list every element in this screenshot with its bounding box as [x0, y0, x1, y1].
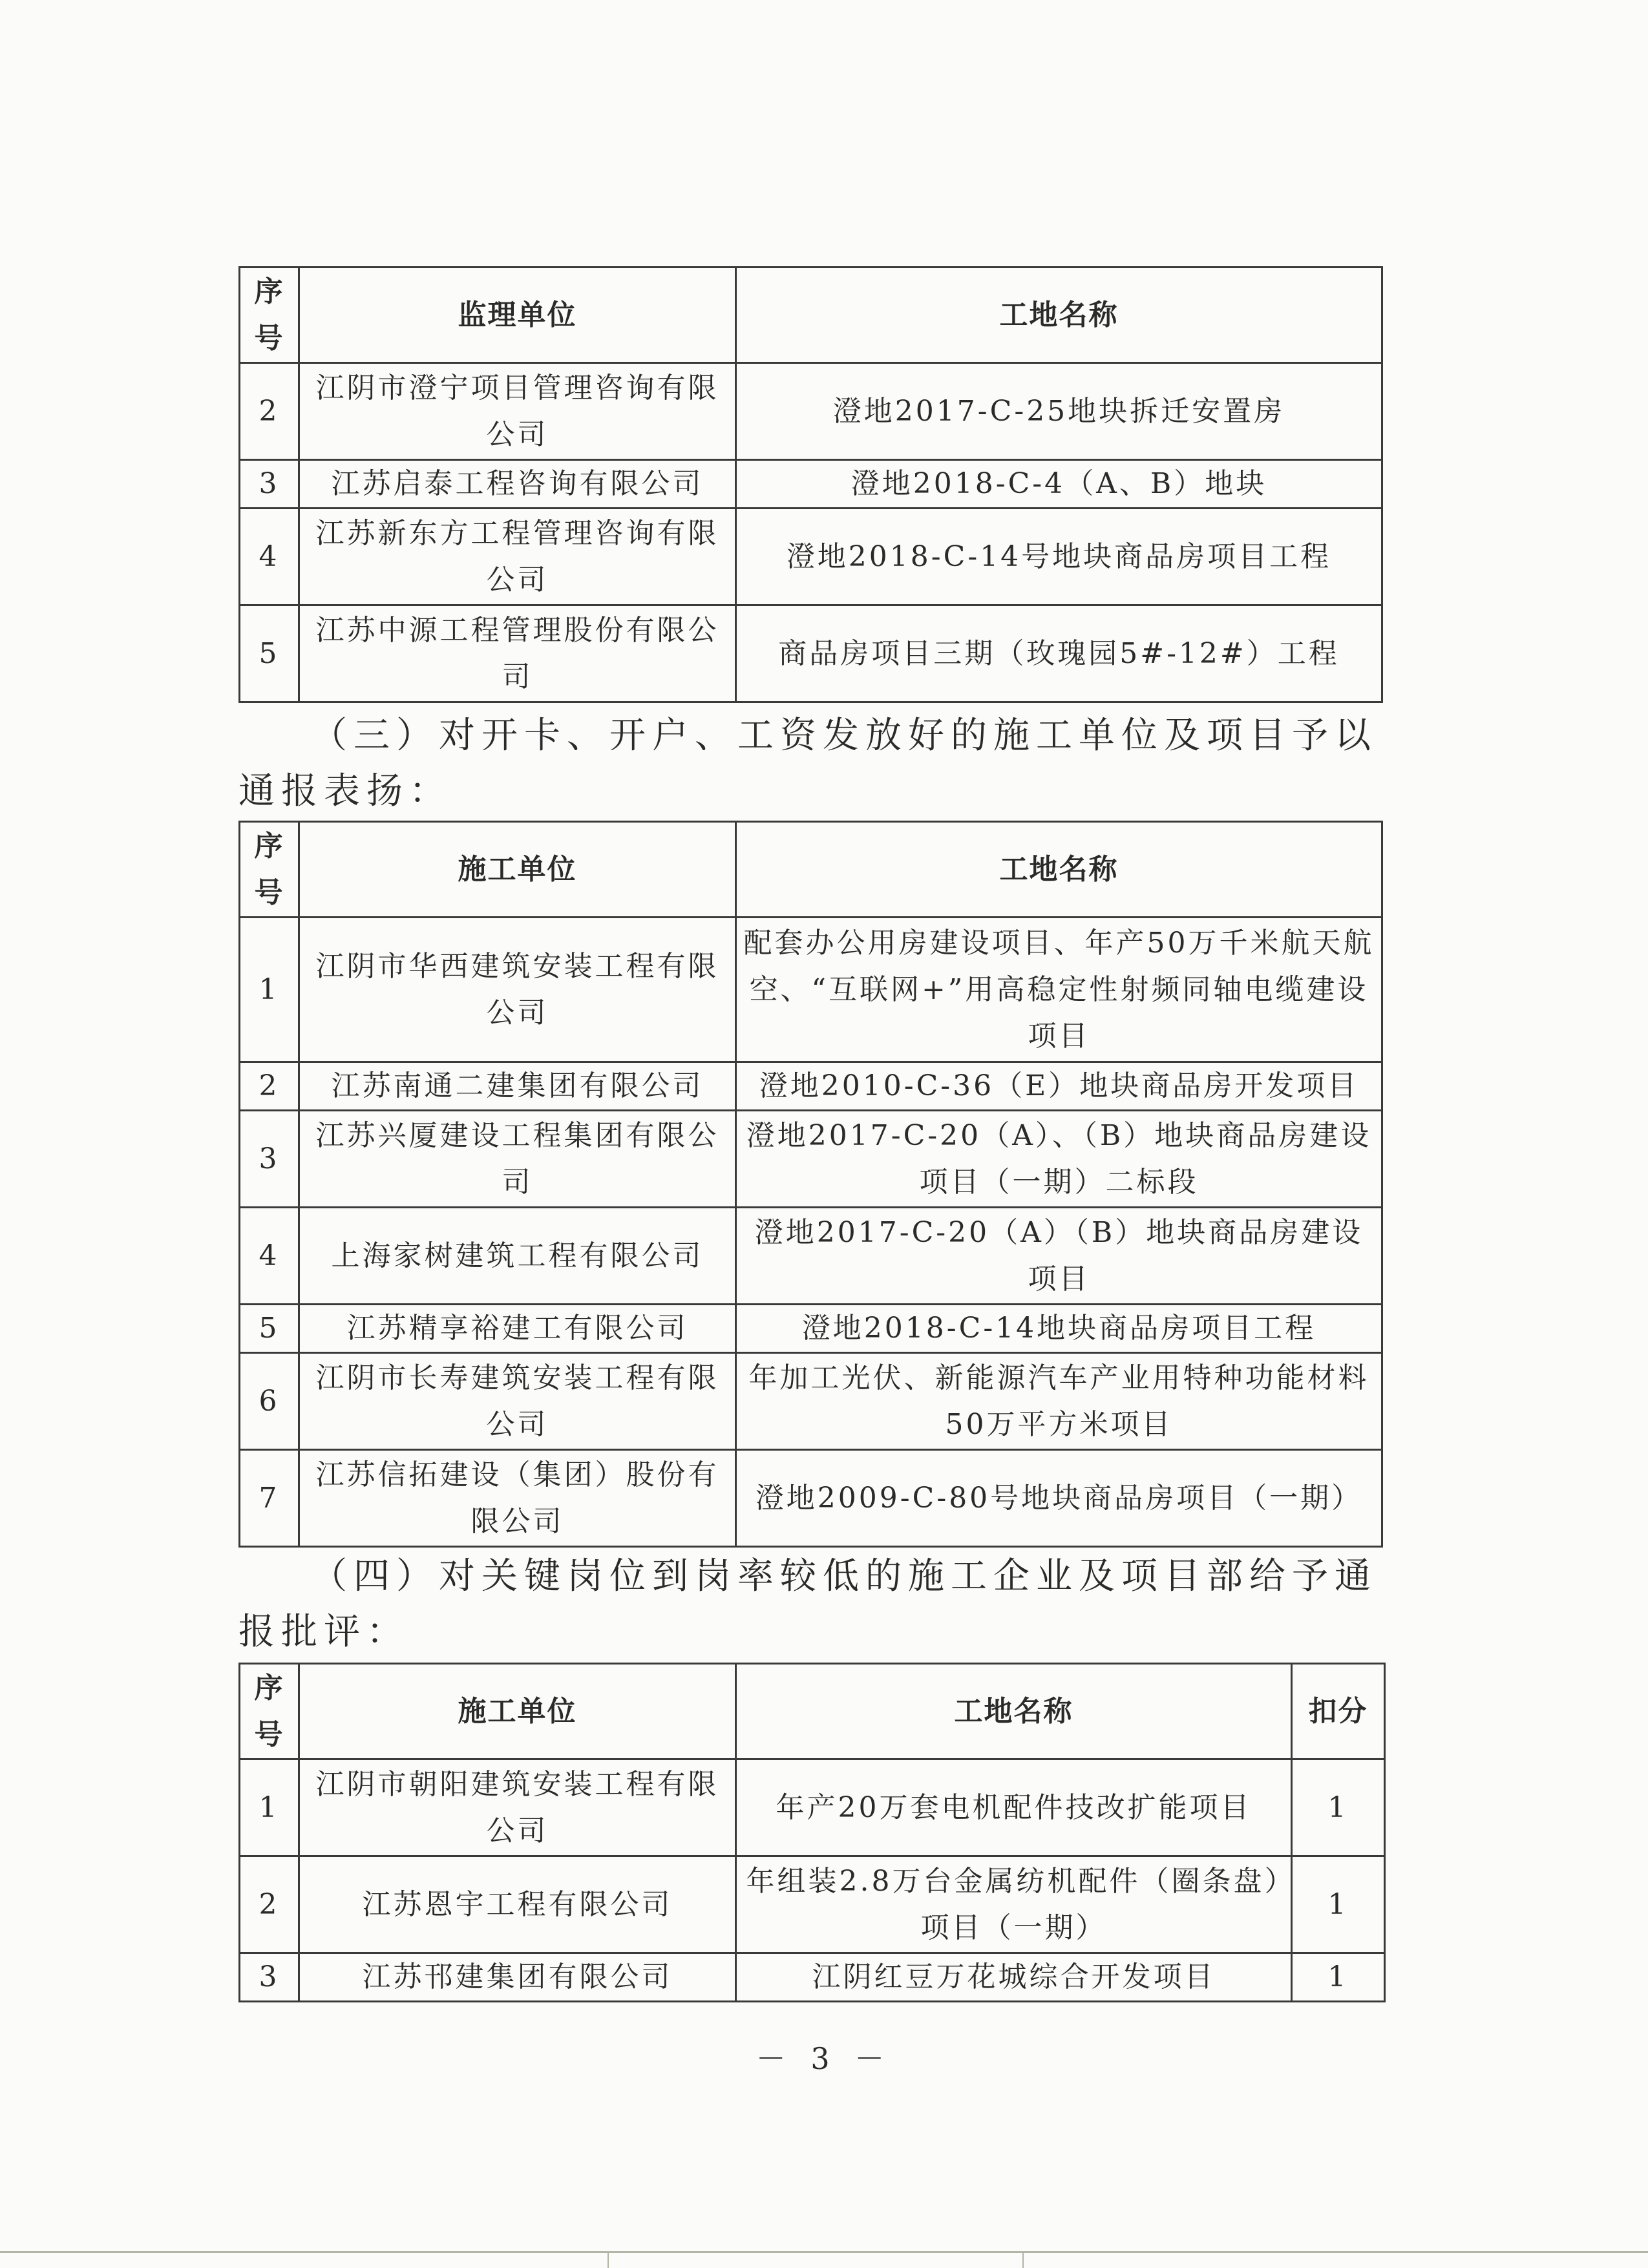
table-row — [240, 605, 1382, 702]
row-site: 年产20万套电机配件技改扩能项目 — [736, 1759, 1292, 1856]
col-header-no: 序号 — [240, 268, 299, 363]
criticism-table — [238, 1663, 1386, 2002]
col-header-unit: 施工单位 — [299, 1664, 736, 1759]
row-unit: 江苏中源工程管理股份有限公司 — [299, 605, 736, 702]
row-unit: 江阴市华西建筑安装工程有限公司 — [299, 918, 736, 1062]
row-no: 5 — [240, 1305, 299, 1353]
section-3-paragraph: （三）对开卡、开户、工资发放好的施工单位及项目予以通报表扬： — [238, 715, 1377, 812]
row-site: 澄地2009-C-80号地块商品房项目（一期） — [736, 1450, 1382, 1547]
praise-table — [238, 821, 1383, 1548]
table-row — [240, 1305, 1382, 1353]
table-row — [240, 1111, 1382, 1208]
col-header-site: 工地名称 — [736, 268, 1382, 363]
col-header-unit: 施工单位 — [299, 822, 736, 918]
table-row — [240, 1450, 1382, 1547]
col-header-unit: 监理单位 — [299, 268, 736, 363]
table-row — [240, 1759, 1385, 1856]
row-no: 3 — [240, 1953, 299, 2002]
scan-edge-tick — [1022, 2252, 1024, 2268]
row-score: 1 — [1292, 1759, 1385, 1856]
table-header-row — [240, 822, 1382, 918]
row-site: 年组装2.8万台金属纺机配件（圈条盘）项目（一期） — [736, 1856, 1292, 1953]
page-number: － 3 － — [755, 2041, 893, 2076]
row-unit: 江苏新东方工程管理咨询有限公司 — [299, 509, 736, 605]
section-4-paragraph: （四）对关键岗位到岗率较低的施工企业及项目部给予通报批评： — [238, 1555, 1377, 1653]
col-header-site: 工地名称 — [736, 1664, 1292, 1759]
table-header-row — [240, 1664, 1385, 1759]
col-header-score: 扣分 — [1292, 1664, 1385, 1759]
row-unit: 江苏信拓建设（集团）股份有限公司 — [299, 1450, 736, 1547]
col-header-no: 序号 — [240, 1664, 299, 1759]
table-header-row — [240, 268, 1382, 363]
row-unit: 江阴市长寿建筑安装工程有限公司 — [299, 1353, 736, 1450]
row-site: 澄地2018-C-4（A、B）地块 — [736, 460, 1382, 509]
row-no: 2 — [240, 1062, 299, 1111]
row-unit: 江苏精享裕建工有限公司 — [299, 1305, 736, 1353]
col-header-no: 序号 — [240, 822, 299, 918]
row-site: 澄地2017-C-20（A）（B）地块商品房建设项目 — [736, 1208, 1382, 1305]
table-row — [240, 509, 1382, 605]
table-row — [240, 1353, 1382, 1450]
row-site: 澄地2018-C-14号地块商品房项目工程 — [736, 509, 1382, 605]
table-row — [240, 1062, 1382, 1111]
row-no: 1 — [240, 1759, 299, 1856]
row-no: 4 — [240, 509, 299, 605]
row-score: 1 — [1292, 1856, 1385, 1953]
row-no: 5 — [240, 605, 299, 702]
scan-edge-line — [0, 2251, 1648, 2253]
row-no: 2 — [240, 1856, 299, 1953]
row-unit: 上海家树建筑工程有限公司 — [299, 1208, 736, 1305]
row-site: 澄地2010-C-36（E）地块商品房开发项目 — [736, 1062, 1382, 1111]
row-no: 1 — [240, 918, 299, 1062]
row-unit: 江阴市澄宁项目管理咨询有限公司 — [299, 363, 736, 460]
table-row — [240, 1208, 1382, 1305]
table-row — [240, 363, 1382, 460]
table-row — [240, 918, 1382, 1062]
row-no: 7 — [240, 1450, 299, 1547]
row-site: 澄地2017-C-20（A）、（B）地块商品房建设项目（一期）二标段 — [736, 1111, 1382, 1208]
row-unit: 江苏邗建集团有限公司 — [299, 1953, 736, 2002]
row-unit: 江苏兴厦建设工程集团有限公司 — [299, 1111, 736, 1208]
table-row — [240, 1856, 1385, 1953]
row-unit: 江苏启泰工程咨询有限公司 — [299, 460, 736, 509]
row-no: 3 — [240, 460, 299, 509]
row-site: 配套办公用房建设项目、年产50万千米航天航空、“互联网+”用高稳定性射频同轴电缆建设项目 — [736, 918, 1382, 1062]
table-row — [240, 1953, 1385, 2002]
scan-edge-tick — [607, 2252, 609, 2268]
row-no: 3 — [240, 1111, 299, 1208]
row-site: 商品房项目三期（玫瑰园5#-12#）工程 — [736, 605, 1382, 702]
row-no: 4 — [240, 1208, 299, 1305]
row-site: 年加工光伏、新能源汽车产业用特种功能材料50万平方米项目 — [736, 1353, 1382, 1450]
row-unit: 江苏南通二建集团有限公司 — [299, 1062, 736, 1111]
row-no: 2 — [240, 363, 299, 460]
col-header-site: 工地名称 — [736, 822, 1382, 918]
row-no: 6 — [240, 1353, 299, 1450]
row-site: 澄地2017-C-25地块拆迁安置房 — [736, 363, 1382, 460]
row-site: 澄地2018-C-14地块商品房项目工程 — [736, 1305, 1382, 1353]
table-row — [240, 460, 1382, 509]
supervision-table — [238, 266, 1383, 703]
row-unit: 江苏恩宇工程有限公司 — [299, 1856, 736, 1953]
row-unit: 江阴市朝阳建筑安装工程有限公司 — [299, 1759, 736, 1856]
row-site: 江阴红豆万花城综合开发项目 — [736, 1953, 1292, 2002]
row-score: 1 — [1292, 1953, 1385, 2002]
